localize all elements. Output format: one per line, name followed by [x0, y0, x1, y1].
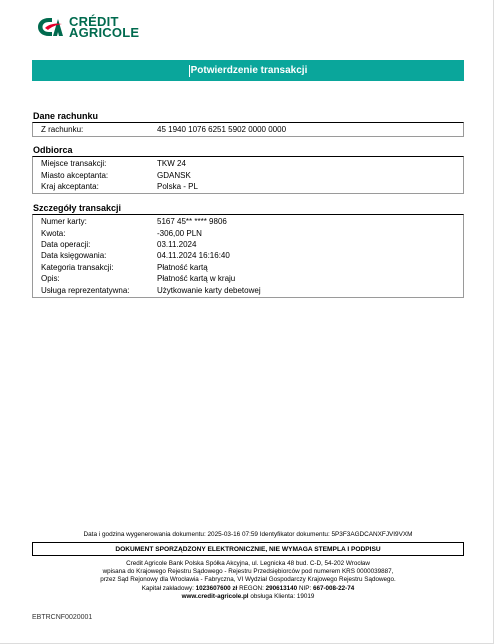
details-row — [33, 227, 463, 238]
text-cursor-icon — [189, 65, 190, 77]
document-title-bar — [32, 60, 464, 81]
field-label: Data księgowania: — [41, 251, 107, 261]
account-row — [33, 124, 463, 135]
logo-line-2: AGRICOLE — [69, 25, 140, 40]
bank-logo — [36, 14, 139, 40]
details-row — [33, 273, 463, 284]
document-code: EBTRCNF0020001 — [32, 614, 93, 621]
field-value: Polska - PL — [157, 181, 198, 191]
transaction-details-title: Szczegóły transakcji — [33, 203, 122, 213]
field-value: 5167 45** **** 9806 — [157, 217, 227, 227]
bank-contact-line — [32, 593, 464, 601]
field-label: Numer karty: — [41, 217, 87, 227]
recipient-rows — [32, 156, 464, 194]
capital-value: 1023607600 zł — [195, 584, 238, 592]
bank-registration-line — [32, 585, 464, 593]
recipient-row — [33, 158, 463, 169]
generation-info: Data i godzina wygenerowania dokumentu: 2025-03-16 07:59 Identyfikator dokumentu: 5P3F3AGDCANXFJVI9VXM — [83, 531, 413, 538]
account-rows — [32, 122, 464, 137]
field-label: Kwota: — [41, 228, 66, 238]
field-label: Miejsce transakcji: — [41, 159, 107, 169]
field-value: Płatność kartą — [157, 262, 208, 272]
field-label: Z rachunku: — [41, 125, 84, 135]
logo-line-1: CRÉDIT — [69, 14, 119, 29]
bank-info-line: przez Sąd Rejonowy dla Wrocławia - Fabryczna, VI Wydział Gospodarczy Krajowego Rejestru Sądowego. — [100, 576, 396, 584]
transaction-details-section — [32, 203, 464, 298]
field-value: Płatność kartą w kraju — [157, 274, 236, 284]
transaction-details-rows — [32, 214, 464, 298]
bank-info-line: wpisana do Krajowego Rejestru Sądowego - Rejestru Przedsiębiorców pod numerem KRS 0000039887, — [102, 568, 394, 576]
details-row — [33, 216, 463, 227]
field-label: Data operacji: — [41, 239, 91, 249]
field-value: GDANSK — [157, 170, 191, 180]
capital-label: Kapitał zakładowy: — [141, 584, 194, 592]
details-row — [33, 250, 463, 261]
recipient-section — [32, 145, 464, 194]
field-value: Użytkowanie karty debetowej — [157, 285, 261, 295]
field-label: Kategoria transakcji: — [41, 262, 114, 272]
details-row — [33, 284, 463, 295]
field-value: TKW 24 — [157, 159, 186, 169]
field-label: Kraj akceptanta: — [41, 181, 99, 191]
field-value: 03.11.2024 — [157, 239, 197, 249]
bank-legal-info — [32, 560, 464, 601]
field-label: Miasto akceptanta: — [41, 170, 109, 180]
recipient-row — [33, 169, 463, 180]
field-label: Usługa reprezentatywna: — [41, 285, 130, 295]
bank-info-line: Credit Agricole Bank Polska Spółka Akcyjna, ul. Legnicka 48 bud. C-D, 54-202 Wrocław — [126, 560, 370, 567]
details-row — [33, 262, 463, 273]
customer-hotline: obsługa Klienta: 19019 — [250, 592, 315, 600]
regon-value: 290613140 — [265, 584, 298, 592]
bank-website-link[interactable]: www.credit-agricole.pl — [181, 592, 249, 600]
electronic-document-notice — [32, 542, 464, 556]
nip-label: NIP: — [298, 584, 312, 592]
regon-label: REGON: — [239, 584, 264, 592]
credit-agricole-emblem-icon — [36, 16, 64, 38]
recipient-section-title: Odbiorca — [33, 145, 73, 155]
recipient-row — [33, 181, 463, 192]
bank-logo-wordmark — [69, 16, 139, 38]
notice-text: DOKUMENT SPORZĄDZONY ELEKTRONICZNIE, NIE WYMAGA STEMPLA I PODPISU — [115, 545, 381, 553]
details-row — [33, 239, 463, 250]
field-value: 04.11.2024 16:16:40 — [157, 251, 230, 261]
account-section-title: Dane rachunku — [33, 111, 99, 121]
field-value: -306,00 PLN — [157, 228, 202, 238]
account-section — [32, 111, 464, 137]
field-value: 45 1940 1076 6251 5902 0000 0000 — [157, 125, 287, 135]
nip-value: 667-008-22-74 — [312, 584, 355, 592]
document-title: Potwierdzenie transakcji — [190, 65, 308, 76]
field-label: Opis: — [41, 274, 60, 284]
